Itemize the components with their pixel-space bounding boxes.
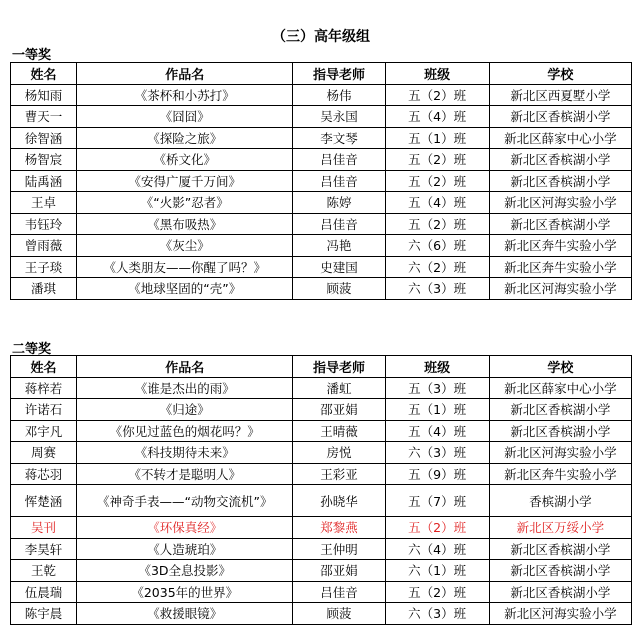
- table-row: [11, 256, 632, 278]
- cell-school: 新北区香槟湖小学: [489, 149, 631, 171]
- cell-work: 《谁是杰出的雨》: [77, 377, 293, 399]
- cell-class: 五（4）班: [385, 192, 489, 214]
- cell-school: 新北区河海实验小学: [489, 278, 631, 300]
- cell-teacher: 邵亚娟: [293, 560, 385, 582]
- first-prize-table: [10, 62, 632, 300]
- table-header-row: [11, 356, 632, 378]
- cell-school: 新北区香槟湖小学: [489, 581, 631, 603]
- cell-teacher: 吴永国: [293, 106, 385, 128]
- cell-name: 王子琰: [11, 256, 77, 278]
- header-teacher: 指导老师: [293, 63, 385, 85]
- table-row: [11, 84, 632, 106]
- cell-school: 新北区薛家中心小学: [489, 377, 631, 399]
- cell-work: 《茶杯和小苏打》: [77, 84, 293, 106]
- cell-name: 徐智涵: [11, 127, 77, 149]
- header-class: 班级: [385, 356, 489, 378]
- cell-class: 六（3）班: [385, 278, 489, 300]
- table-row: [11, 442, 632, 464]
- first-prize-label: 一等奖: [12, 48, 52, 63]
- cell-work: 《“火影”忍者》: [77, 192, 293, 214]
- table-row: [11, 399, 632, 421]
- cell-class: 五（2）班: [385, 213, 489, 235]
- cell-class: 五（9）班: [385, 463, 489, 485]
- cell-teacher: 吕佳音: [293, 149, 385, 171]
- table-row: [11, 581, 632, 603]
- cell-class: 五（4）班: [385, 106, 489, 128]
- cell-name: 李昊轩: [11, 538, 77, 560]
- header-class: 班级: [385, 63, 489, 85]
- cell-school: 新北区奔牛实验小学: [489, 256, 631, 278]
- table-header-row: [11, 63, 632, 85]
- table-row: [11, 485, 632, 517]
- cell-teacher: 顾菠: [293, 603, 385, 625]
- cell-school: 香槟湖小学: [489, 485, 631, 517]
- cell-work: 《人造琥珀》: [77, 538, 293, 560]
- table-row: [11, 106, 632, 128]
- cell-name: 王乾: [11, 560, 77, 582]
- cell-work: 《救援眼镜》: [77, 603, 293, 625]
- table-row: [11, 463, 632, 485]
- cell-school: 新北区香槟湖小学: [489, 538, 631, 560]
- table-row: [11, 603, 632, 625]
- table-row: [11, 517, 632, 539]
- table-row: [11, 560, 632, 582]
- cell-school: 新北区香槟湖小学: [489, 560, 631, 582]
- cell-school: 新北区香槟湖小学: [489, 420, 631, 442]
- cell-work: 《人类朋友——你醒了吗？》: [77, 256, 293, 278]
- cell-school: 新北区河海实验小学: [489, 442, 631, 464]
- table-row: [11, 170, 632, 192]
- cell-work: 《探险之旅》: [77, 127, 293, 149]
- cell-teacher: 孙晓华: [293, 485, 385, 517]
- cell-teacher: 陈婷: [293, 192, 385, 214]
- cell-teacher: 王晴薇: [293, 420, 385, 442]
- cell-name: 周赛: [11, 442, 77, 464]
- cell-school: 新北区奔牛实验小学: [489, 235, 631, 257]
- cell-name: 恽楚涵: [11, 485, 77, 517]
- cell-teacher: 吕佳音: [293, 213, 385, 235]
- cell-name: 曾雨薇: [11, 235, 77, 257]
- cell-work: 《黑布吸热》: [77, 213, 293, 235]
- cell-work: 《2035年的世界》: [77, 581, 293, 603]
- cell-name: 杨知雨: [11, 84, 77, 106]
- cell-work: 《囧囧》: [77, 106, 293, 128]
- cell-work: 《安得广厦千万间》: [77, 170, 293, 192]
- cell-class: 五（2）班: [385, 84, 489, 106]
- cell-work: 《环保真经》: [77, 517, 293, 539]
- cell-name: 陈宇晨: [11, 603, 77, 625]
- table-row: [11, 377, 632, 399]
- cell-teacher: 吕佳音: [293, 581, 385, 603]
- cell-name: 潘琪: [11, 278, 77, 300]
- header-school: 学校: [489, 63, 631, 85]
- cell-class: 六（3）班: [385, 603, 489, 625]
- cell-work: 《归途》: [77, 399, 293, 421]
- table-row: [11, 235, 632, 257]
- cell-school: 新北区河海实验小学: [489, 603, 631, 625]
- cell-name: 邓宇凡: [11, 420, 77, 442]
- cell-teacher: 邵亚娟: [293, 399, 385, 421]
- cell-name: 王卓: [11, 192, 77, 214]
- cell-school: 新北区薛家中心小学: [489, 127, 631, 149]
- cell-school: 新北区香槟湖小学: [489, 213, 631, 235]
- cell-school: 新北区香槟湖小学: [489, 399, 631, 421]
- cell-teacher: 郑黎燕: [293, 517, 385, 539]
- cell-teacher: 史建国: [293, 256, 385, 278]
- cell-teacher: 李文琴: [293, 127, 385, 149]
- header-work: 作品名: [77, 356, 293, 378]
- cell-class: 五（2）班: [385, 581, 489, 603]
- header-work: 作品名: [77, 63, 293, 85]
- cell-school: 新北区香槟湖小学: [489, 170, 631, 192]
- cell-class: 六（1）班: [385, 560, 489, 582]
- cell-work: 《桥文化》: [77, 149, 293, 171]
- cell-class: 六（6）班: [385, 235, 489, 257]
- cell-work: 《地球坚固的“壳”》: [77, 278, 293, 300]
- cell-name: 蒋梓若: [11, 377, 77, 399]
- table-row: [11, 420, 632, 442]
- cell-teacher: 王彩亚: [293, 463, 385, 485]
- cell-name: 韦钰玲: [11, 213, 77, 235]
- table-row: [11, 278, 632, 300]
- table-row: [11, 192, 632, 214]
- cell-school: 新北区奔牛实验小学: [489, 463, 631, 485]
- cell-name: 吴刊: [11, 517, 77, 539]
- cell-teacher: 杨伟: [293, 84, 385, 106]
- cell-class: 五（3）班: [385, 377, 489, 399]
- cell-class: 六（3）班: [385, 442, 489, 464]
- cell-class: 五（1）班: [385, 127, 489, 149]
- cell-name: 陆禹涵: [11, 170, 77, 192]
- cell-class: 五（1）班: [385, 399, 489, 421]
- header-teacher: 指导老师: [293, 356, 385, 378]
- cell-teacher: 潘虹: [293, 377, 385, 399]
- header-name: 姓名: [11, 63, 77, 85]
- cell-school: 新北区香槟湖小学: [489, 106, 631, 128]
- table-row: [11, 213, 632, 235]
- cell-class: 五（7）班: [385, 485, 489, 517]
- cell-name: 伍晨瑞: [11, 581, 77, 603]
- second-prize-table: [10, 355, 632, 625]
- cell-work: 《不转才是聪明人》: [77, 463, 293, 485]
- cell-class: 五（2）班: [385, 517, 489, 539]
- cell-name: 蒋芯羽: [11, 463, 77, 485]
- cell-teacher: 顾菠: [293, 278, 385, 300]
- header-school: 学校: [489, 356, 631, 378]
- table-row: [11, 538, 632, 560]
- cell-work: 《你见过蓝色的烟花吗？》: [77, 420, 293, 442]
- cell-work: 《神奇手表——“动物交流机”》: [77, 485, 293, 517]
- cell-name: 许诺石: [11, 399, 77, 421]
- cell-name: 曹天一: [11, 106, 77, 128]
- table-row: [11, 127, 632, 149]
- cell-name: 杨智宸: [11, 149, 77, 171]
- cell-work: 《灰尘》: [77, 235, 293, 257]
- cell-class: 五（4）班: [385, 420, 489, 442]
- cell-work: 《科技期待未来》: [77, 442, 293, 464]
- cell-teacher: 吕佳音: [293, 170, 385, 192]
- cell-class: 六（2）班: [385, 256, 489, 278]
- cell-school: 新北区西夏墅小学: [489, 84, 631, 106]
- cell-school: 新北区河海实验小学: [489, 192, 631, 214]
- cell-teacher: 王仲明: [293, 538, 385, 560]
- section-title: （三）高年级组: [272, 29, 370, 45]
- table-row: [11, 149, 632, 171]
- cell-class: 六（4）班: [385, 538, 489, 560]
- header-name: 姓名: [11, 356, 77, 378]
- cell-work: 《3D全息投影》: [77, 560, 293, 582]
- second-prize-label: 二等奖: [12, 342, 52, 357]
- cell-class: 五（2）班: [385, 170, 489, 192]
- cell-teacher: 房悦: [293, 442, 385, 464]
- cell-school: 新北区万绥小学: [489, 517, 631, 539]
- cell-class: 五（2）班: [385, 149, 489, 171]
- cell-teacher: 冯艳: [293, 235, 385, 257]
